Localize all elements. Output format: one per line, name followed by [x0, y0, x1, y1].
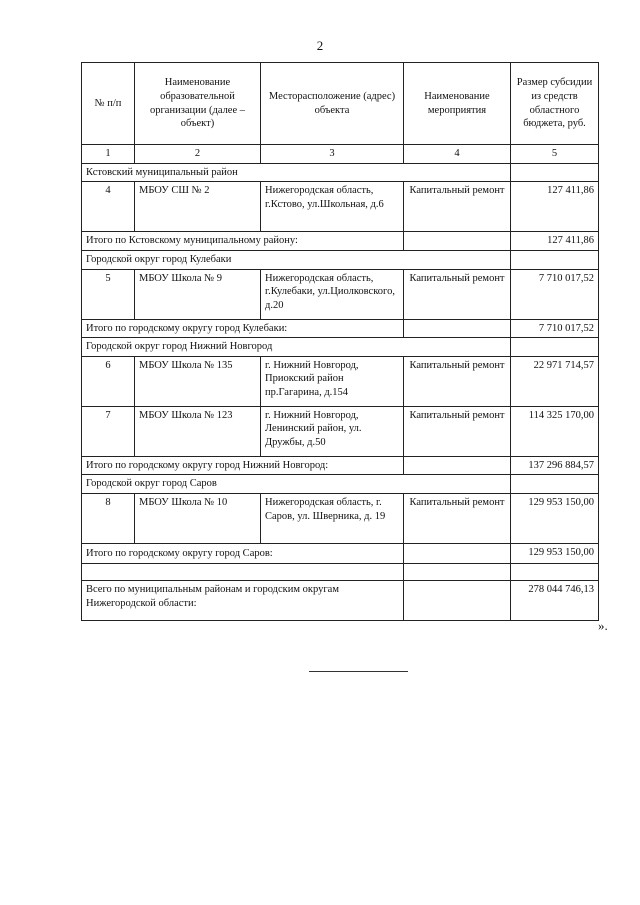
row-amount: 129 953 150,00: [511, 494, 599, 544]
row-event: Капитальный ремонт: [404, 182, 511, 232]
district-total-row: [82, 232, 599, 251]
row-address: Нижегородская область, г.Кстово, ул.Школьная, д.6: [261, 182, 404, 232]
district-heading-row: [82, 475, 599, 494]
empty-cell: [404, 564, 511, 581]
row-number: 4: [82, 182, 135, 232]
header-amount: Размер субсидии из средств областного бюджета, руб.: [511, 63, 599, 145]
closing-quote: ».: [598, 618, 608, 633]
row-amount: 127 411,86: [511, 182, 599, 232]
row-event: Капитальный ремонт: [404, 406, 511, 456]
empty-cell: [511, 338, 599, 357]
column-number-row: [82, 145, 599, 164]
district-total-label: Итого по городскому округу город Кулебаки:: [82, 319, 404, 338]
district-total-amount: 127 411,86: [511, 232, 599, 251]
district-total-amount: 7 710 017,52: [511, 319, 599, 338]
district-total-label: Итого по городскому округу город Саров:: [82, 544, 404, 564]
header-number: № п/п: [82, 63, 135, 145]
row-amount: 7 710 017,52: [511, 269, 599, 319]
row-number: 8: [82, 494, 135, 544]
district-total-row: [82, 319, 599, 338]
row-organization: МБОУ Школа № 10: [135, 494, 261, 544]
header-organization: Наименование образовательной организации (далее – объект): [135, 63, 261, 145]
row-address: Нижегородская область, г. Саров, ул. Шверника, д. 19: [261, 494, 404, 544]
separator-line: [309, 671, 408, 672]
table-row: [82, 356, 599, 406]
table-row: [82, 269, 599, 319]
row-organization: МБОУ Школа № 135: [135, 356, 261, 406]
district-heading-row: [82, 250, 599, 269]
column-number: 1: [82, 145, 135, 164]
empty-cell: [82, 564, 404, 581]
row-organization: МБОУ СШ № 2: [135, 182, 261, 232]
district-name: Кстовский муниципальный район: [82, 163, 511, 182]
header-address: Месторасположение (адрес) объекта: [261, 63, 404, 145]
district-total-row: [82, 544, 599, 564]
grand-total-amount: 278 044 746,13: [511, 581, 599, 621]
row-address: г. Нижний Новгород, Ленинский район, ул. Дружбы, д.50: [261, 406, 404, 456]
column-number: 3: [261, 145, 404, 164]
empty-cell: [511, 163, 599, 182]
row-organization: МБОУ Школа № 123: [135, 406, 261, 456]
empty-cell: [404, 232, 511, 251]
column-number: 2: [135, 145, 261, 164]
row-event: Капитальный ремонт: [404, 356, 511, 406]
empty-cell: [511, 564, 599, 581]
empty-cell: [404, 581, 511, 621]
empty-cell: [404, 456, 511, 475]
district-heading-row: [82, 163, 599, 182]
table-row: [82, 182, 599, 232]
district-name: Городской округ город Нижний Новгород: [82, 338, 511, 357]
row-address: г. Нижний Новгород, Приокский район пр.Гагарина, д.154: [261, 356, 404, 406]
grand-total-row: [82, 581, 599, 621]
row-address: Нижегородская область, г.Кулебаки, ул.Циолковского, д.20: [261, 269, 404, 319]
empty-row: [82, 564, 599, 581]
district-total-label: Итого по Кстовскому муниципальному району:: [82, 232, 404, 251]
district-heading-row: [82, 338, 599, 357]
empty-cell: [404, 319, 511, 338]
table-row: [82, 494, 599, 544]
row-event: Капитальный ремонт: [404, 269, 511, 319]
page-number: 2: [316, 38, 324, 53]
grand-total-label: Всего по муниципальным районам и городским округам Нижегородской области:: [82, 581, 404, 621]
column-number: 5: [511, 145, 599, 164]
column-number: 4: [404, 145, 511, 164]
row-organization: МБОУ Школа № 9: [135, 269, 261, 319]
empty-cell: [511, 475, 599, 494]
district-name: Городской округ город Кулебаки: [82, 250, 511, 269]
district-name: Городской округ город Саров: [82, 475, 511, 494]
row-amount: 114 325 170,00: [511, 406, 599, 456]
district-total-label: Итого по городскому округу город Нижний Новгород:: [82, 456, 404, 475]
header-event: Наименование мероприятия: [404, 63, 511, 145]
subsidy-table: [81, 62, 599, 621]
row-number: 5: [82, 269, 135, 319]
table-header-row: [82, 63, 599, 145]
empty-cell: [511, 250, 599, 269]
district-total-row: [82, 456, 599, 475]
row-amount: 22 971 714,57: [511, 356, 599, 406]
empty-cell: [404, 544, 511, 564]
table-row: [82, 406, 599, 456]
district-total-amount: 129 953 150,00: [511, 544, 599, 564]
row-event: Капитальный ремонт: [404, 494, 511, 544]
district-total-amount: 137 296 884,57: [511, 456, 599, 475]
row-number: 7: [82, 406, 135, 456]
row-number: 6: [82, 356, 135, 406]
